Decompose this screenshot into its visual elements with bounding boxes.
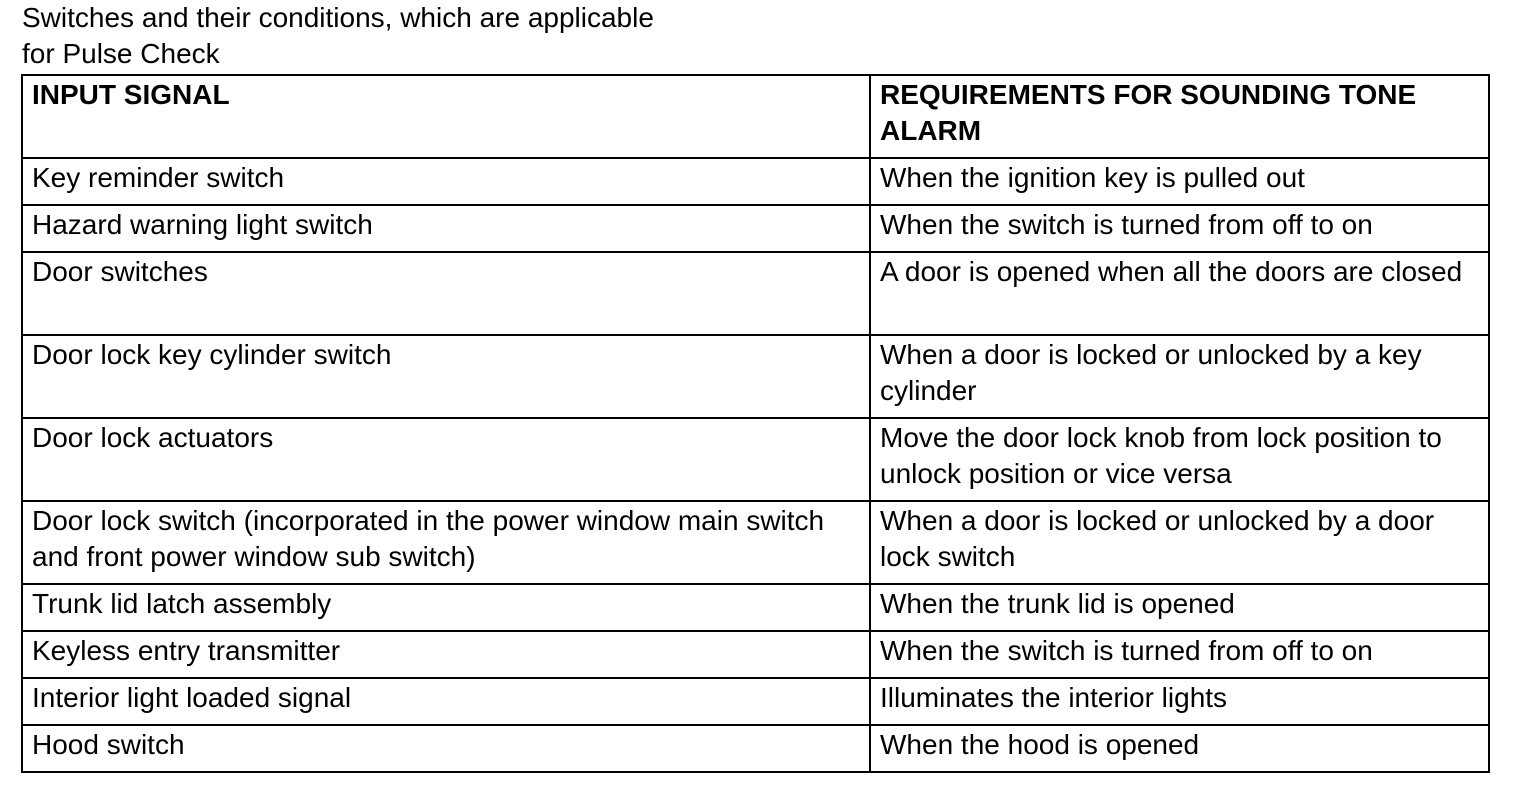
table-header-row — [22, 75, 1489, 158]
header-requirements: REQUIREMENTS FOR SOUNDING TONE ALARM — [870, 75, 1489, 158]
caption-line-2: for Pulse Check — [22, 38, 220, 69]
requirement-cell: Move the door lock knob from lock position to unlock position or vice versa — [870, 418, 1489, 501]
table-row — [22, 584, 1489, 631]
caption-line-1: Switches and their conditions, which are applicable — [22, 2, 654, 33]
header-input-signal: INPUT SIGNAL — [22, 75, 870, 158]
requirement-cell: Illuminates the interior lights — [870, 678, 1489, 725]
requirement-cell: When the switch is turned from off to on — [870, 205, 1489, 252]
input-signal-cell: Trunk lid latch assembly — [22, 584, 870, 631]
table-row — [22, 252, 1489, 335]
input-signal-cell: Hazard warning light switch — [22, 205, 870, 252]
input-signal-cell: Interior light loaded signal — [22, 678, 870, 725]
table-row — [22, 335, 1489, 418]
input-signal-cell: Door lock key cylinder switch — [22, 335, 870, 418]
input-signal-cell: Key reminder switch — [22, 158, 870, 205]
requirement-cell: A door is opened when all the doors are closed — [870, 252, 1489, 335]
input-signal-cell: Hood switch — [22, 725, 870, 772]
input-signal-cell: Door lock actuators — [22, 418, 870, 501]
requirement-cell: When the trunk lid is opened — [870, 584, 1489, 631]
table-row — [22, 501, 1489, 584]
table-row — [22, 725, 1489, 772]
table-row — [22, 158, 1489, 205]
input-signal-cell: Keyless entry transmitter — [22, 631, 870, 678]
table-row — [22, 418, 1489, 501]
requirement-cell: When the switch is turned from off to on — [870, 631, 1489, 678]
table-row — [22, 205, 1489, 252]
requirement-cell: When a door is locked or unlocked by a door lock switch — [870, 501, 1489, 584]
input-signal-cell: Door switches — [22, 252, 870, 335]
input-signal-cell: Door lock switch (incorporated in the power window main switch and front power window sub switch) — [22, 501, 870, 584]
requirement-cell: When the ignition key is pulled out — [870, 158, 1489, 205]
pulse-check-table — [21, 74, 1490, 773]
table-row — [22, 631, 1489, 678]
requirement-cell: When the hood is opened — [870, 725, 1489, 772]
table-row — [22, 678, 1489, 725]
table-caption — [22, 0, 782, 72]
requirement-cell: When a door is locked or unlocked by a key cylinder — [870, 335, 1489, 418]
